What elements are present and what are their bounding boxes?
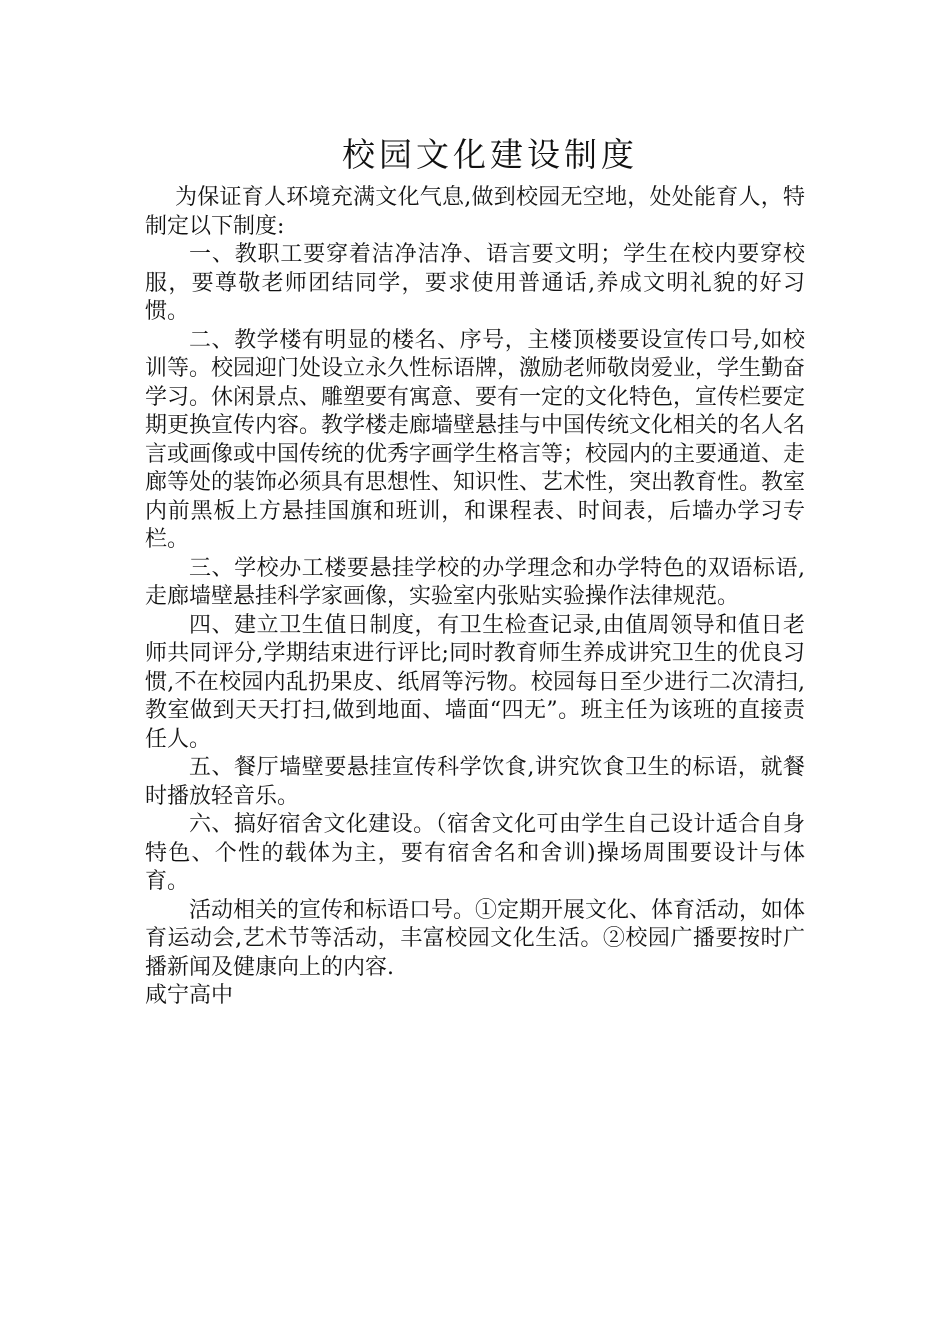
paragraph-3: 三、学校办工楼要悬挂学校的办学理念和办学特色的双语标语,走廊墙壁悬挂科学家画像，实验室内张贴实验操作法律规范。 <box>145 555 805 609</box>
intro-paragraph: 为保证育人环境充满文化气息,做到校园无空地，处处能育人，特制定以下制度: <box>145 185 805 239</box>
paragraph-2: 二、教学楼有明显的楼名、序号，主楼顶楼要设宣传口号,如校训等。校园迎门处设立永久性标语牌，激励老师敬岗爱业，学生勤奋学习。休闲景点、雕塑要有寓意、要有一定的文化特色，宣传栏要定期更换宣传内容。教学楼走廊墙壁悬挂与中国传统文化相关的名人名言或画像或中国传统的优秀字画学生格言等；校园内的主要通道、走廊等处的装饰必须具有思想性、知识性、艺术性，突出教育性。教室内前黑板上方悬挂国旗和班训，和课程表、时间表，后墙办学习专栏。 <box>145 327 806 552</box>
paragraph-7: 活动相关的宣传和标语口号。①定期开展文化、体育活动，如体育运动会,艺术节等活动，丰富校园文化生活。②校园广播要按时广播新闻及健康向上的内容. <box>145 897 806 980</box>
signature: 咸宁高中 <box>145 983 234 1008</box>
paragraph-5: 五、餐厅墙壁要悬挂宣传科学饮食,讲究饮食卫生的标语，就餐时播放轻音乐。 <box>145 755 805 809</box>
paragraph-6: 六、搞好宿舍文化建设。（宿舍文化可由学生自己设计适合自身特色、个性的载体为主，要有宿舍名和舍训)操场周围要设计与体育。 <box>145 812 805 894</box>
paragraph-4: 四、建立卫生值日制度，有卫生检查记录,由值周领导和值日老师共同评分,学期结束进行评比;同时教育师生养成讲究卫生的优良习惯,不在校园内乱扔果皮、纸屑等污物。校园每日至少进行二次清扫,教室做到天天打扫,做到地面、墙面“四无”。班主任为该班的直接责任人。 <box>145 612 805 752</box>
document-title: 校园文化建设制度 <box>342 135 638 174</box>
document-page <box>145 130 805 1011</box>
paragraph-1: 一、教职工要穿着洁净洁净、语言要文明；学生在校内要穿校服，要尊敬老师团结同学，要求使用普通话,养成文明礼貌的好习惯。 <box>145 242 805 324</box>
